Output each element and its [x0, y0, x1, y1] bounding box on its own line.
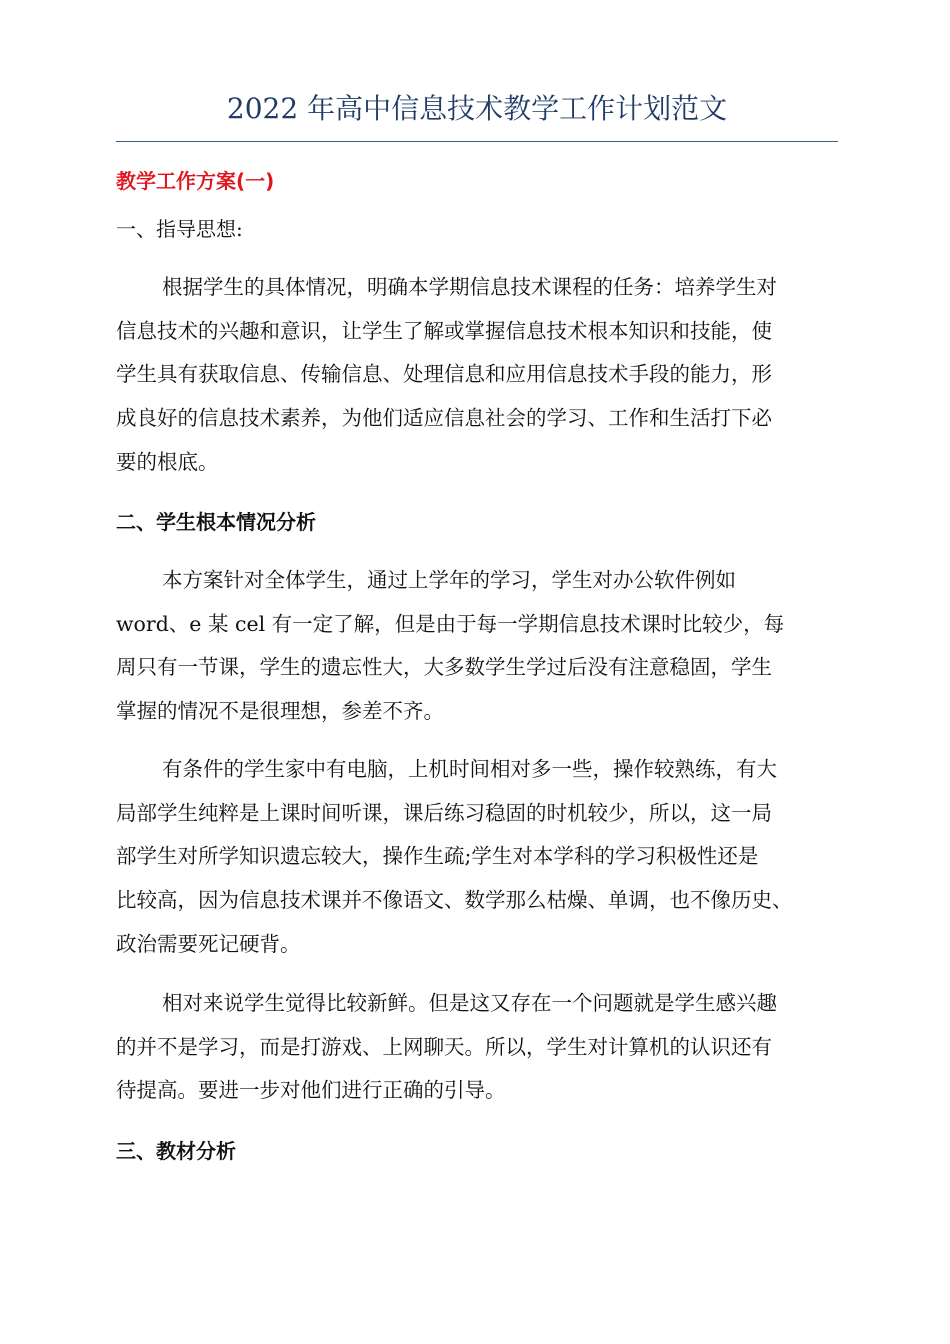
document-title: 2022 年高中信息技术教学工作计划范文 [226, 92, 728, 125]
paragraph-line: 部学生对所学知识遗忘较大，操作生疏;学生对本学科的学习积极性还是 [116, 844, 759, 869]
title-divider [116, 141, 838, 142]
paragraph-student-analysis-3 [116, 982, 856, 1113]
paragraph-line: 成良好的信息技术素养，为他们适应信息社会的学习、工作和生活打下必 [116, 406, 772, 431]
section-heading-guiding-thought: 一、指导思想: [116, 217, 243, 241]
paragraph-guiding-thought [116, 266, 856, 484]
paragraph-line: 局部学生纯粹是上课时间听课，课后练习稳固的时机较少，所以，这一局 [116, 800, 772, 825]
paragraph-line: 的并不是学习，而是打游戏、上网聊天。所以，学生对计算机的认识还有 [116, 1034, 772, 1059]
paragraph-line: 掌握的情况不是很理想，参差不齐。 [116, 699, 444, 724]
paragraph-student-analysis-1 [116, 559, 856, 734]
paragraph-line: 学生具有获取信息、传输信息、处理信息和应用信息技术手段的能力，形 [116, 362, 772, 387]
paragraph-student-analysis-2 [116, 748, 856, 966]
paragraph-line: 相对来说学生觉得比较新鲜。但是这又存在一个问题就是学生感兴趣 [162, 991, 777, 1015]
paragraph-line: 信息技术的兴趣和意识，让学生了解或掌握信息技术根本知识和技能，使 [116, 318, 772, 343]
section-heading-textbook-analysis: 三、教材分析 [116, 1139, 236, 1163]
paragraph-line: 有条件的学生家中有电脑，上机时间相对多一些，操作较熟练，有大 [162, 757, 777, 781]
paragraph-line: 要的根底。 [116, 449, 219, 474]
paragraph-line: 待提高。要进一步对他们进行正确的引导。 [116, 1078, 506, 1103]
paragraph-line: 比较高，因为信息技术课并不像语文、数学那么枯燥、单调，也不像历史、 [116, 888, 793, 913]
plan-heading: 教学工作方案(一) [116, 169, 275, 193]
paragraph-line: 周只有一节课，学生的遗忘性大，大多数学生学过后没有注意稳固，学生 [116, 655, 772, 680]
paragraph-line: word、e 某 cel 有一定了解，但是由于每一学期信息技术课时比较少，每 [116, 611, 785, 636]
paragraph-line: 根据学生的具体情况，明确本学期信息技术课程的任务：培养学生对 [162, 275, 777, 299]
section-heading-student-analysis: 二、学生根本情况分析 [116, 510, 316, 534]
paragraph-line: 本方案针对全体学生，通过上学年的学习，学生对办公软件例如 [162, 568, 736, 592]
paragraph-line: 政治需要死记硬背。 [116, 931, 301, 956]
